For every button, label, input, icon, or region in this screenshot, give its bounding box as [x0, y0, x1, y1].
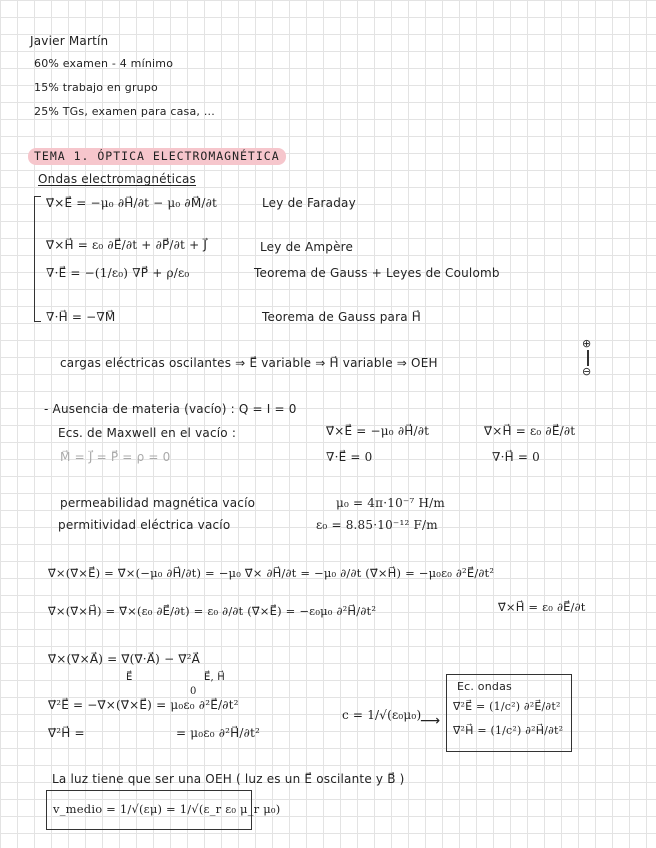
mu0-value: μ₀ = 4π·10⁻⁷ H/m [336, 496, 445, 510]
medium-velocity-formula: v_medio = 1/√(εμ) = 1/√(ε_r ε₀ μ_r μ₀) [53, 802, 281, 816]
light-oeh-statement: La luz tiene que ser una OEH ( luz es un E⃗ oscilante y B⃗ ) [52, 772, 405, 786]
vacuum-absence-line: - Ausencia de materia (vacío) : Q = I = 0 [44, 402, 297, 416]
laplacian-h: ∇⃗²H⃗ = [48, 726, 85, 740]
gauss-e-equation: ∇·E⃗ = −(1/ε₀) ∇P⃗ + ρ/ε₀ [46, 266, 190, 280]
faraday-equation: ∇⃗×E⃗ = −μ₀ ∂H⃗/∂t − μ₀ ∂M⃗/∂t [46, 196, 218, 210]
oscillating-charges-line: cargas eléctricas oscilantes ⇒ E⃗ variable ⇒ H⃗ variable ⇒ OEH [60, 356, 438, 370]
wave-equation-box [446, 674, 572, 752]
ampere-equation: ∇⃗×H⃗ = ε₀ ∂E⃗/∂t + ∂P⃗/∂t + J⃗ [46, 238, 208, 252]
laplacian-h-rhs: = μ₀ε₀ ∂²H⃗/∂t² [176, 726, 261, 740]
gauss-h-label: Teorema de Gauss para H⃗ [262, 310, 422, 324]
light-speed-definition: c = 1/√(ε₀μ₀) [342, 708, 422, 722]
identity-a-substitution: E⃗ [126, 672, 133, 683]
derivation-curl-curl-e: ∇⃗×(∇⃗×E⃗) = ∇⃗×(−μ₀ ∂H⃗/∂t) = −μ₀ ∇⃗× ∂H⃗/∂t = −μ₀ ∂/∂t (∇⃗×H⃗) = −μ₀ε₀ ∂²E⃗/∂t² [48, 566, 495, 580]
vector-identity: ∇⃗×(∇⃗×A⃗) = ∇⃗(∇⃗·A⃗) − ∇⃗²A⃗ [48, 652, 200, 666]
implies-arrow: ⟶ [420, 713, 441, 729]
vacuum-div-e: ∇·E⃗ = 0 [326, 450, 373, 464]
laplacian-e: ∇⃗²E⃗ = −∇⃗×(∇⃗×E⃗) = μ₀ε₀ ∂²E⃗/∂t² [48, 698, 239, 712]
derivation-curl-curl-h: ∇⃗×(∇⃗×H⃗) = ∇⃗×(ε₀ ∂E⃗/∂t) = ε₀ ∂/∂t (∇⃗×E⃗) = −ε₀μ₀ ∂²H⃗/∂t² [48, 604, 377, 618]
wave-equation-h: ∇⃗²H⃗ = (1/c²) ∂²H⃗/∂t² [453, 724, 564, 737]
gauss-h-equation: ∇·H⃗ = −∇M⃗ [46, 310, 116, 324]
equations-bracket [34, 196, 41, 322]
charge-minus-symbol: ⊖ [582, 365, 592, 378]
wave-box-title: Ec. ondas [457, 680, 512, 693]
grading-line-exam: 60% examen - 4 mínimo [34, 57, 174, 70]
identity-fields-note: E⃗, H⃗ [204, 672, 225, 683]
vacuum-curl-e: ∇⃗×E⃗ = −μ₀ ∂H⃗/∂t [326, 424, 430, 438]
derivation-side-note: ∇⃗×H⃗ = ε₀ ∂E⃗/∂t [498, 600, 586, 614]
grading-line-tgs: 25% TGs, examen para casa, ... [34, 105, 215, 118]
faraday-label: Ley de Faraday [262, 196, 356, 210]
topic-heading: TEMA 1. ÓPTICA ELECTROMAGNÉTICA [28, 148, 286, 165]
permeability-label: permeabilidad magnética vacío [60, 496, 256, 510]
charge-plus-symbol: ⊕ [582, 337, 592, 350]
wave-equation-e: ∇⃗²E⃗ = (1/c²) ∂²E⃗/∂t² [453, 700, 561, 713]
ampere-label: Ley de Ampère [260, 240, 354, 254]
vacuum-maxwell-label: Ecs. de Maxwell en el vacío : [58, 426, 237, 440]
permittivity-label: permitividad eléctrica vacío [58, 518, 231, 532]
author-name: Javier Martín [30, 34, 109, 48]
section-subtitle: Ondas electromagnéticas [38, 172, 196, 186]
gauss-coulomb-label: Teorema de Gauss + Leyes de Coulomb [254, 266, 500, 280]
vacuum-div-h: ∇·H⃗ = 0 [492, 450, 540, 464]
eps0-value: ε₀ = 8.85·10⁻¹² F/m [316, 518, 438, 532]
grading-line-group: 15% trabajo en grupo [34, 81, 158, 94]
medium-velocity-box [46, 790, 281, 830]
identity-zero-note: 0 [190, 686, 197, 697]
vacuum-zero-sources: M⃗ = J⃗ = P⃗ = ρ = 0 [60, 450, 171, 464]
vacuum-curl-h: ∇⃗×H⃗ = ε₀ ∂E⃗/∂t [484, 424, 576, 438]
